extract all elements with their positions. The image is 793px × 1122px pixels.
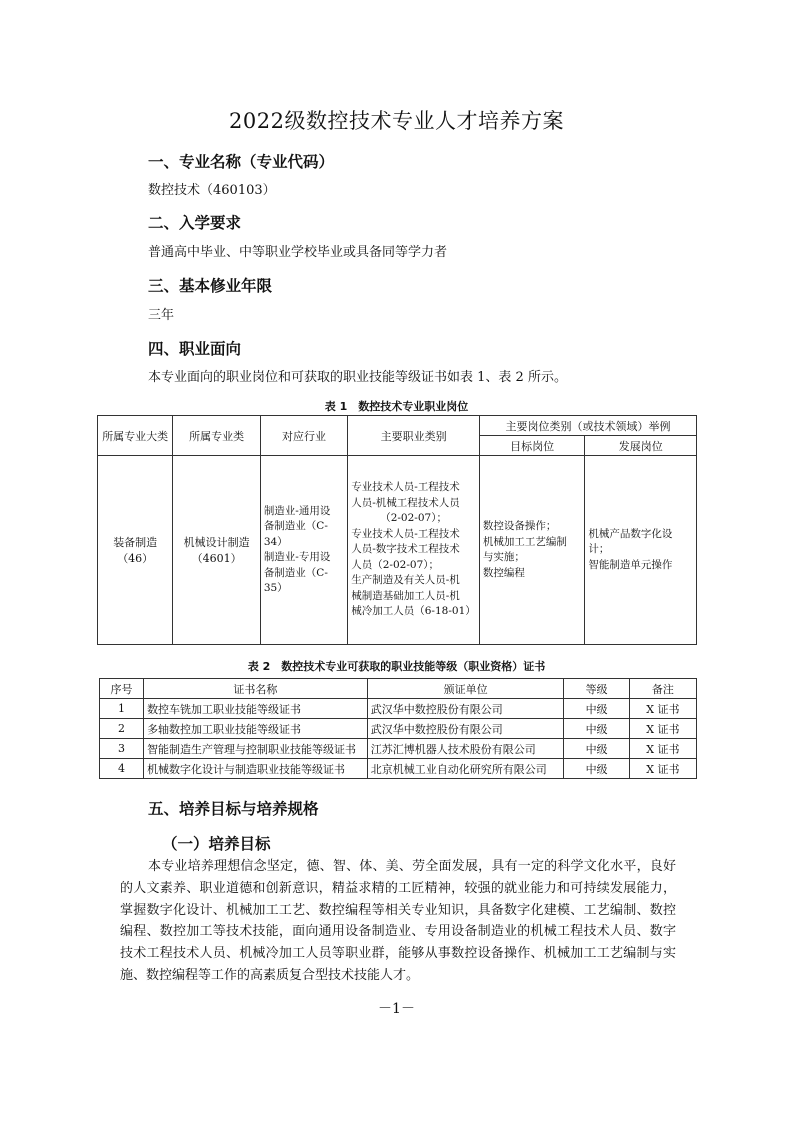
- cell-category-line: 装备制造: [113, 536, 158, 549]
- cell-development: [585, 456, 697, 645]
- cell-target: [479, 456, 585, 645]
- table-row: [100, 699, 697, 719]
- development-line: 智能制造单元操作: [588, 558, 673, 571]
- document-title: 2022级数控技术专业人才培养方案: [229, 109, 564, 133]
- header-occupation: 主要职业类别: [348, 416, 480, 456]
- cell-note: X 证书: [629, 759, 696, 779]
- header-note: 备注: [629, 679, 696, 699]
- cell-subcategory-code: （4601）: [191, 552, 242, 565]
- cell-no: 1: [100, 699, 144, 719]
- occupation-line: 专业技术人员-工程技术: [351, 481, 460, 494]
- cell-level: 中级: [564, 739, 629, 759]
- cell-subcategory: [173, 456, 260, 645]
- header-category: 所属专业大类: [98, 416, 173, 456]
- cell-issuer: 北京机械工业自动化研究所有限公司: [367, 759, 564, 779]
- cell-note: X 证书: [629, 719, 696, 739]
- section-3-text: 三年: [148, 308, 175, 323]
- occupation-line: 生产制造及有关人员-机: [351, 574, 460, 587]
- industry-line: 制造业-通用设: [263, 504, 331, 517]
- section-5-1-text: 本专业培养理想信念坚定，德、智、体、美、劳全面发展，具有一定的科学文化水平，良好的人文素养、职业道德和创新意识，精益求精的工匠精神，较强的就业能力和可持续发展能力，掌握数字化设计、机械加工工艺、数控编程等相关专业知识，具备数字化建模、工艺编制、数控编程、数控加工等技术技能，面向通用设备制造业、专用设备制造业的机械工程技术人员、数字技术工程技术人员、机械冷加工人员等职业群，能够从事数控设备操作、机械加工工艺编制与实施、数控编程等工作的高素质复合型技术技能人才。: [120, 859, 676, 983]
- section-3-heading: 三、基本修业年限: [148, 277, 273, 295]
- header-development: 发展岗位: [585, 436, 697, 456]
- cell-level: 中级: [564, 719, 629, 739]
- occupation-line: 械冷加工人员（6-18-01）: [351, 605, 476, 618]
- cell-industry: [260, 456, 347, 645]
- occupation-line: 人员-机械工程技术人员: [351, 496, 460, 509]
- section-4-heading: 四、职业面向: [148, 340, 242, 358]
- cell-no: 3: [100, 739, 144, 759]
- industry-line: 备制造业（C-34）: [263, 520, 328, 548]
- table-1-caption: 表 1 数控技术专业职业岗位: [324, 400, 469, 413]
- cell-note: X 证书: [629, 739, 696, 759]
- header-no: 序号: [100, 679, 144, 699]
- cell-occupation: [348, 456, 480, 645]
- cell-issuer: 武汉华中数控股份有限公司: [367, 699, 564, 719]
- target-line: 数控设备操作；: [482, 520, 557, 532]
- industry-line: 制造业-专用设: [263, 551, 331, 563]
- industry-line: 备制造业（C-35）: [263, 566, 328, 594]
- cell-issuer: 武汉华中数控股份有限公司: [367, 719, 564, 739]
- cell-no: 2: [100, 719, 144, 739]
- development-line: 计；: [588, 543, 610, 556]
- table-row: [98, 456, 697, 645]
- job-positions-table: [97, 415, 697, 645]
- cell-subcategory-line: 机械设计制造: [183, 536, 250, 549]
- section-2-text: 普通高中毕业、中等职业学校毕业或具备同等学力者: [148, 245, 448, 260]
- table-row: [100, 719, 697, 739]
- cell-category: [98, 456, 173, 645]
- target-line: 机械加工工艺编制: [482, 535, 567, 548]
- cell-cert-name: 数控车铣加工职业技能等级证书: [144, 699, 368, 719]
- page-number: －1－: [378, 1001, 415, 1017]
- cell-note: X 证书: [629, 699, 696, 719]
- header-subcategory: 所属专业类: [173, 416, 260, 456]
- table-row: [100, 739, 697, 759]
- cell-level: 中级: [564, 699, 629, 719]
- occupation-line: （2-02-07）；: [380, 512, 447, 525]
- cell-issuer: 江苏汇博机器人技术股份有限公司: [367, 739, 564, 759]
- table-row: [100, 759, 697, 779]
- cell-level: 中级: [564, 759, 629, 779]
- header-cert-name: 证书名称: [144, 679, 368, 699]
- header-issuer: 颁证单位: [367, 679, 564, 699]
- occupation-line: 人员（2-02-07）；: [351, 558, 439, 571]
- table-2-caption: 表 2 数控技术专业可获取的职业技能等级（职业资格）证书: [247, 660, 546, 673]
- section-5-heading: 五、培养目标与培养规格: [148, 800, 319, 818]
- header-target: 目标岗位: [479, 436, 585, 456]
- section-1-text: 数控技术（460103）: [148, 183, 276, 198]
- section-5-1-heading: （一）培养目标: [162, 835, 271, 853]
- cell-cert-name: 机械数字化设计与制造职业技能等级证书: [144, 759, 368, 779]
- target-line: 与实施；: [482, 551, 525, 563]
- cell-category-code: （46）: [117, 552, 154, 565]
- occupation-line: 专业技术人员-工程技术: [351, 527, 460, 540]
- development-line: 机械产品数字化设: [588, 527, 673, 540]
- header-level: 等级: [564, 679, 629, 699]
- cell-no: 4: [100, 759, 144, 779]
- certificates-table: [99, 678, 697, 779]
- section-4-text: 本专业面向的职业岗位和可获取的职业技能等级证书如表 1、表 2 所示。: [148, 370, 567, 385]
- header-industry: 对应行业: [260, 416, 347, 456]
- cell-cert-name: 智能制造生产管理与控制职业技能等级证书: [144, 739, 368, 759]
- section-1-heading: 一、专业名称（专业代码）: [148, 153, 335, 171]
- section-2-heading: 二、入学要求: [148, 214, 242, 232]
- occupation-line: 械制造基础加工人员-机: [351, 589, 460, 602]
- target-line: 数控编程: [482, 566, 525, 579]
- header-positions: 主要岗位类别（或技术领域）举例: [479, 416, 696, 436]
- occupation-line: 人员-数字技术工程技术: [351, 543, 460, 556]
- cell-cert-name: 多轴数控加工职业技能等级证书: [144, 719, 368, 739]
